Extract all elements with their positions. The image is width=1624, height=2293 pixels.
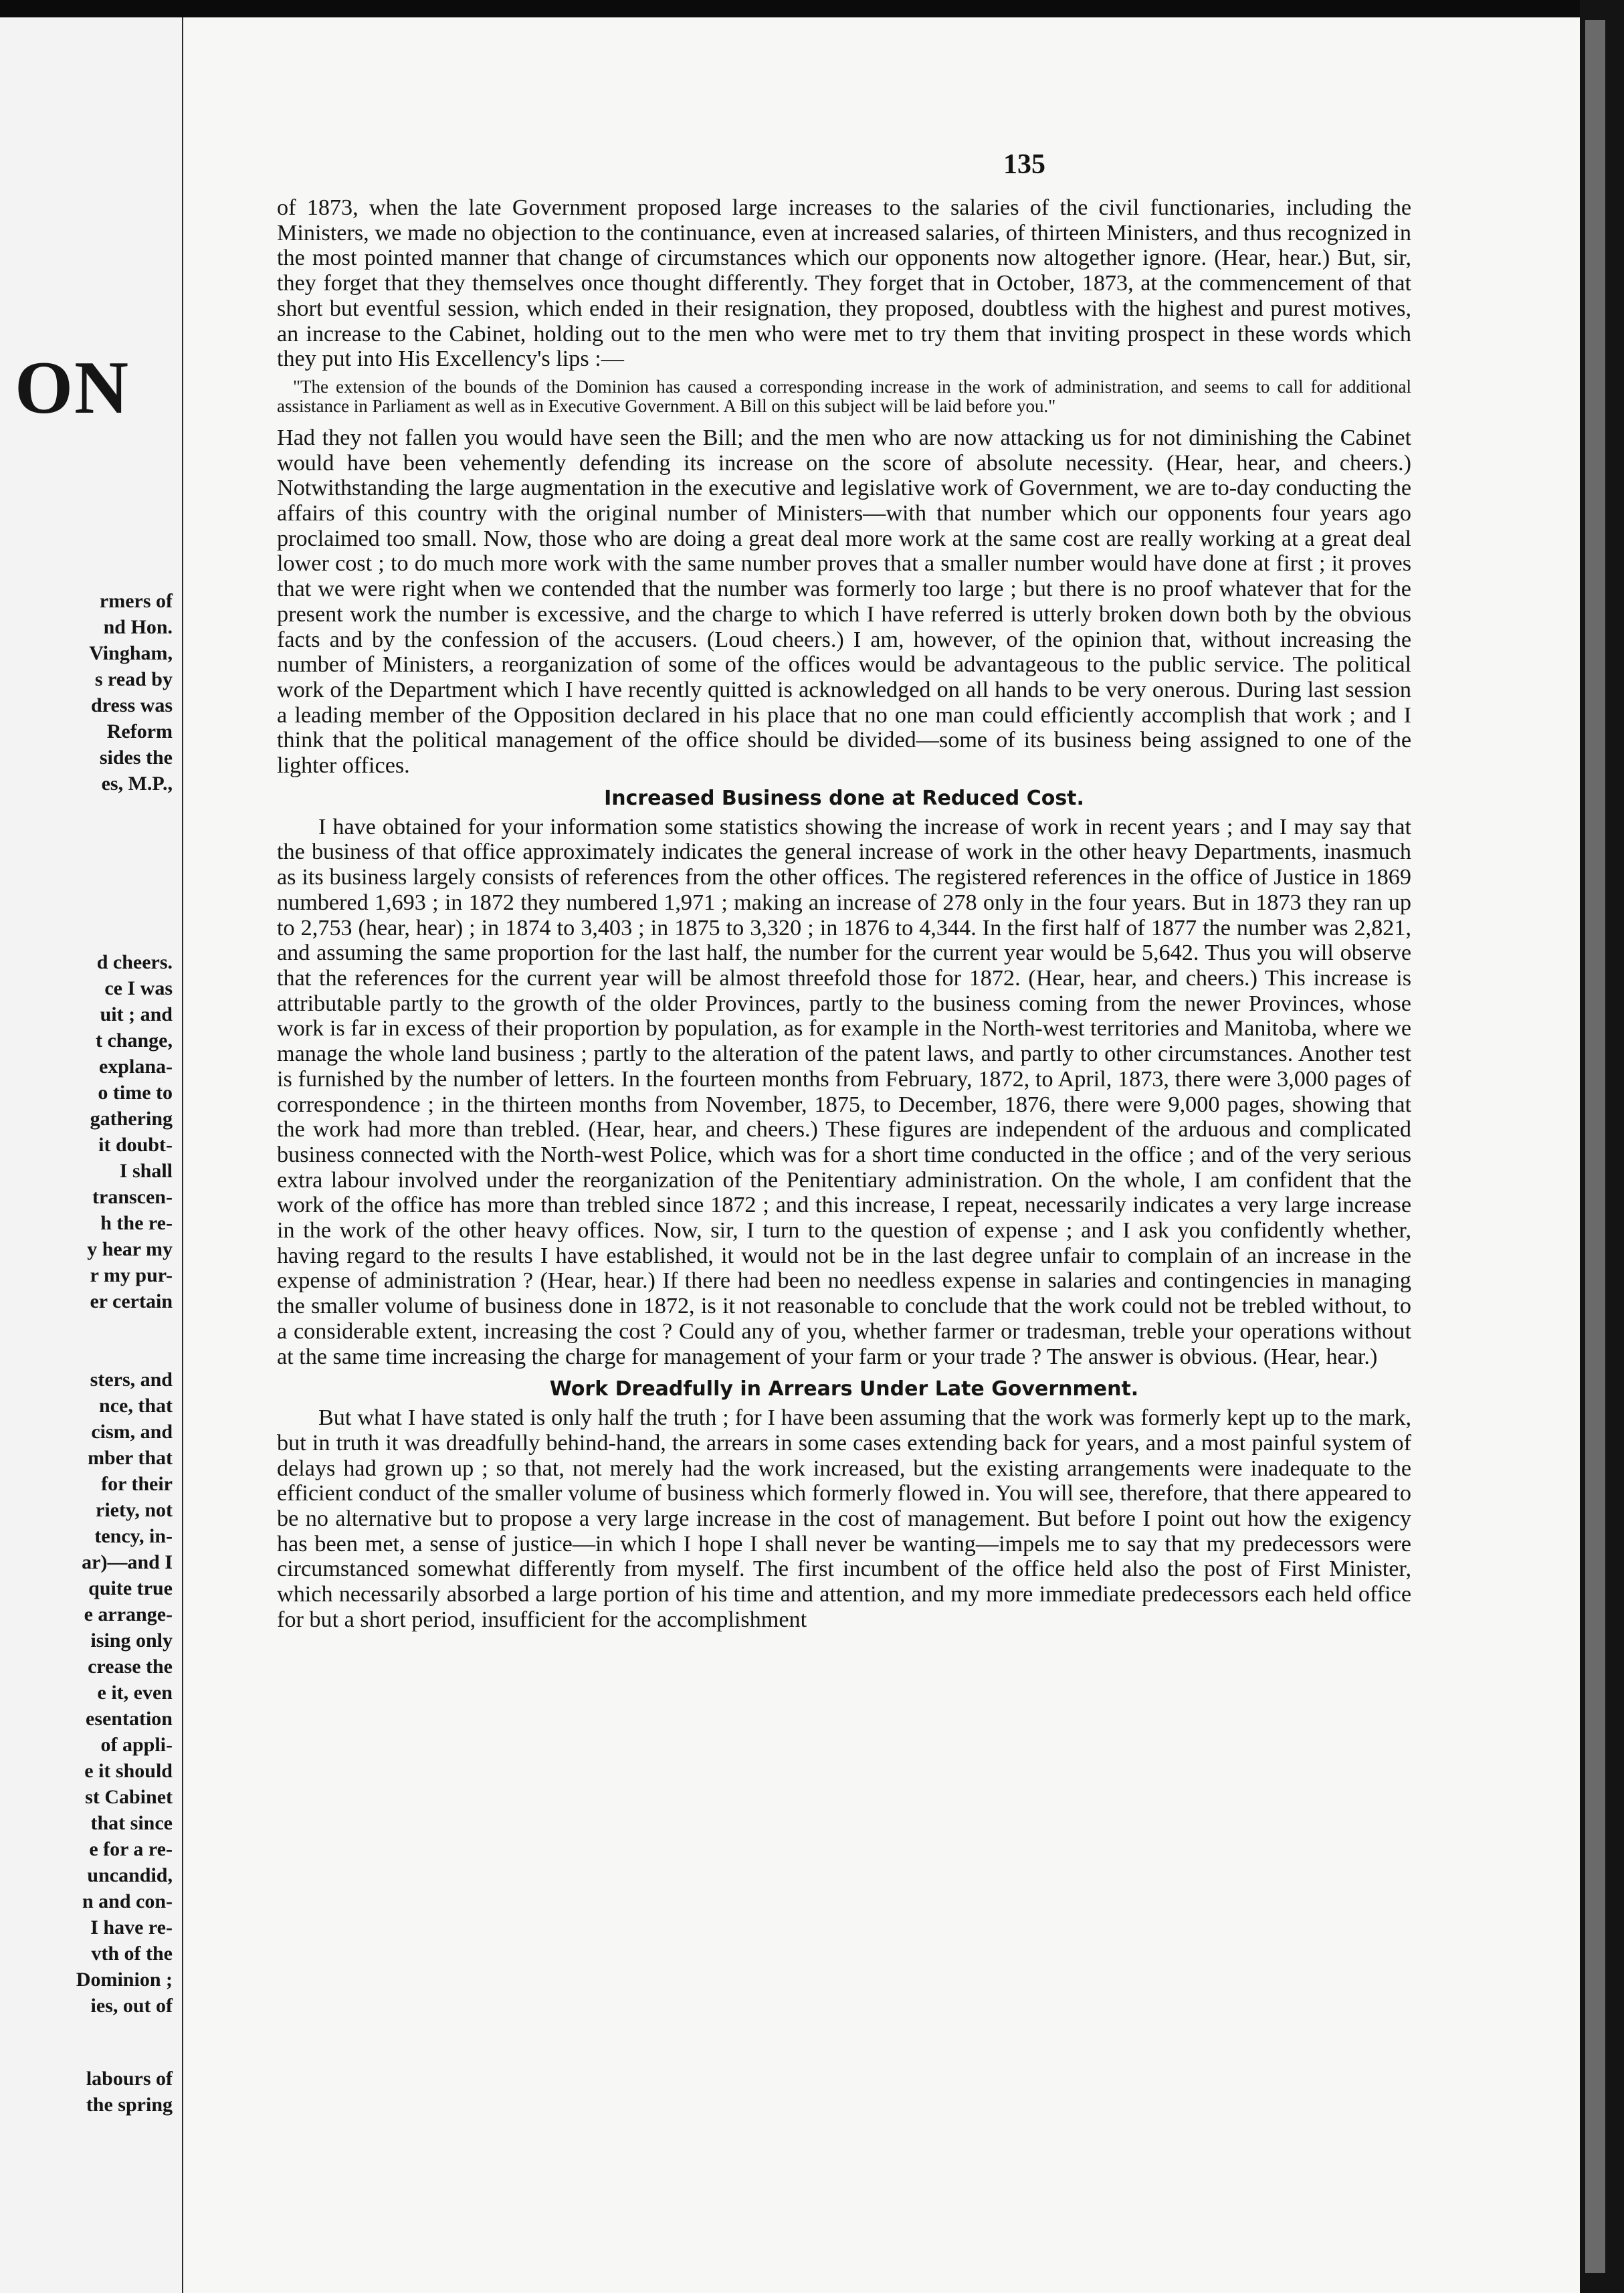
left-line: that since — [90, 1812, 173, 1834]
left-line: tency, in- — [94, 1525, 173, 1547]
section-heading-1: Increased Business done at Reduced Cost. — [604, 786, 1084, 810]
left-line: nce, that — [99, 1395, 173, 1417]
left-line: e for a re- — [89, 1838, 173, 1860]
left-line: of appli- — [100, 1734, 173, 1756]
page-body — [277, 195, 1411, 1633]
left-line: sides the — [99, 746, 173, 769]
left-line: e it should — [84, 1760, 173, 1782]
left-line: transcen- — [92, 1186, 173, 1208]
left-line: it doubt- — [98, 1134, 173, 1156]
left-line: quite true — [88, 1577, 173, 1599]
left-line: cism, and — [91, 1421, 173, 1443]
left-line: mber that — [88, 1447, 173, 1469]
left-page-edge — [0, 17, 185, 2293]
left-line: es, M.P., — [101, 773, 173, 795]
left-line: gathering — [90, 1108, 173, 1130]
block-quote: "The extension of the bounds of the Dominion has caused a corresponding increase in the work of administration, and seems to call for additional assistance in Parliament as well as in Executive Government. A Bill on this subject will be laid before you." — [277, 376, 1411, 416]
left-line: dress was — [91, 694, 173, 716]
left-line: labours of — [86, 2068, 173, 2090]
left-line: riety, not — [96, 1499, 173, 1521]
left-line: Reform — [106, 720, 173, 742]
paragraph-1: of 1873, when the late Government proposed large increases to the salaries of the civil functionaries, including the Ministers, we made no objection to the continuance, even at increased salaries, of thirteen Ministers, and thus recognized in the most pointed manner that change of circumstances which our opponents now altogether ignore. (Hear, hear.) But, sir, they forget that they themselves once thought differently. They forget that in October, 1873, at the commencement of that short but eventful session, which ended in their resignation, they proposed, doubtless with the highest and purest motives, an increase to the Cabinet, holding out to the men who were met to try them that inviting prospect in these words which they put into His Excellency's lips :— — [277, 195, 1411, 372]
left-line: ce I was — [104, 977, 173, 999]
left-line: I shall — [119, 1160, 173, 1182]
left-line: h the re- — [100, 1212, 173, 1234]
section-heading-2: Work Dreadfully in Arrears Under Late Government. — [549, 1377, 1139, 1401]
page-number: 135 — [1003, 149, 1045, 180]
left-line: Vingham, — [89, 642, 173, 664]
left-line: r my pur- — [90, 1264, 173, 1286]
left-line: Dominion ; — [76, 1969, 173, 1991]
paragraph-2: Had they not fallen you would have seen the Bill; and the men who are now attacking us for not diminishing the Cabinet would have been vehemently defending its increase on the score of absolute necessity. (Hear, hear, and cheers.) Notwithstanding the large augmentation in the executive and legislative work of Government, we are to-day conducting the affairs of this country with the original number of Ministers—with that number which our opponents four years ago proclaimed too small. Now, those who are doing a great deal more work at the same cost are really working at a great deal lower cost ; to do much more work with the same number proves that a smaller number would have done at first ; it proves that we were right when we contended that the number was formerly too large ; but there is no proof whatever that for the present work the number is excessive, and the charge to which I have referred is utterly broken down both by the obvious facts and by the confession of the accusers. (Loud cheers.) I am, however, of the opinion that, without increasing the number of Ministers, a reorganization of some of the offices would be advantageous to the public service. The political work of the Department which I have recently quitted is acknowledged on all hands to be very onerous. During last session a leading member of the Opposition declared in his place that no one man could efficiently accomplish that work ; and I think that the political management of the office should be divided—some of its business being assigned to one of the lighter offices. — [277, 425, 1411, 779]
left-line: for their — [101, 1473, 173, 1495]
left-line: er certain — [90, 1290, 173, 1312]
left-fragment-group-4 — [86, 2066, 173, 2118]
left-line: st Cabinet — [85, 1786, 173, 1808]
left-page-heading-fragment: ON — [15, 346, 130, 429]
left-line: ising only — [90, 1629, 173, 1652]
left-line: uit ; and — [100, 1003, 173, 1025]
left-line: t change, — [96, 1029, 173, 1052]
left-line: ar)—and I — [82, 1551, 173, 1573]
left-line: y hear my — [87, 1238, 173, 1260]
left-line: n and con- — [82, 1890, 173, 1912]
left-line: e arrange- — [84, 1603, 173, 1625]
left-line: explana- — [98, 1056, 173, 1078]
left-fragment-group-3 — [76, 1367, 173, 2019]
left-line: d cheers. — [96, 951, 173, 973]
left-fragment-group-1 — [89, 588, 173, 797]
left-line: the spring — [86, 2094, 173, 2116]
left-line: esentation — [86, 1708, 173, 1730]
left-line: I have re- — [90, 1916, 173, 1938]
left-line: sters, and — [90, 1369, 173, 1391]
scan-right-border-strip — [1585, 20, 1605, 2273]
left-line: uncandid, — [87, 1864, 173, 1886]
paragraph-3: I have obtained for your information some statistics showing the increase of work in recent years ; and I may say that the business of that office approximately indicates the general increase of work in the other heavy Departments, inasmuch as its business largely consists of references from the other offices. The registered references in the office of Justice in 1869 numbered 1,693 ; in 1872 they numbered 1,971 ; making an increase of 278 only in the four years. But in 1873 they ran up to 2,753 (hear, hear) ; in 1874 to 3,403 ; in 1875 to 3,320 ; in 1876 to 4,344. In the first half of 1877 the number was 2,821, and assuming the same proportion for the last half, the number for the current year would be 5,642. Thus you will observe that the references for the current year will be almost threefold those for 1872. (Hear, hear, and cheers.) This increase is attributable partly to the growth of the older Provinces, partly to the business coming from the newer Provinces, whose work is far in excess of their proportion by population, as for example in the North-west territories and Manitoba, where we manage the whole land business ; partly to the alteration of the patent laws, and partly to other circumstances. Another test is furnished by the number of letters. In the fourteen months from February, 1872, to April, 1873, there were 3,000 pages of correspondence ; in the thirteen months from November, 1875, to December, 1876, there were 9,000 pages, showing that the work had more than trebled. (Hear, hear, and cheers.) These figures are independent of the arduous and complicated business connected with the North-west Police, which was for a short time conducted in the office ; and of the very serious extra labour involved under the reorganization of the Penitentiary administration. On the whole, I am confident that the work of the office has more than trebled since 1872 ; and this increase, I repeat, necessarily indicates a very large increase in the work of the other heavy offices. Now, sir, I turn to the question of expense ; and I ask you confidently whether, having regard to the results I have established, it would not be in the last degree unfair to complain of an increase in the expense of administration ? (Hear, hear.) If there had been no needless expense in salaries and contingencies in managing the smaller volume of business done in 1872, is it not reasonable to conclude that the work could not be trebled without, to a considerable extent, increasing the cost ? Could any of you, whether farmer or tradesman, treble your operations without at the same time increasing the charge for management of your farm or your trade ? The answer is obvious. (Hear, hear.) — [277, 814, 1411, 1369]
left-line: vth of the — [91, 1942, 173, 1965]
left-line: rmers of — [99, 590, 173, 612]
scan-top-border — [0, 0, 1624, 17]
left-fragment-group-2 — [87, 949, 173, 1314]
left-line: o time to — [98, 1082, 173, 1104]
left-line: nd Hon. — [103, 616, 173, 638]
left-line: crease the — [88, 1656, 173, 1678]
paragraph-4: But what I have stated is only half the truth ; for I have been assuming that the work was formerly kept up to the mark, but in truth it was dreadfully behind-hand, the arrears in some cases extending back for years, and a most painful system of delays had grown up ; so that, not merely had the work increased, but the existing arrangements were inadequate to the efficient conduct of the smaller volume of business which formerly flowed in. You will see, therefore, that there appeared to be no alternative but to propose a very large increase in the cost of management. But before I point out how the exigency has been met, a sense of justice—in which I hope I shall never be wanting—impels me to say that my predecessors were circumstanced somewhat differently from myself. The first incumbent of the office held also the post of First Minister, which necessarily absorbed a large portion of his time and attention, and my more immediate predecessors each held office for but a short period, insufficient for the accomplishment — [277, 1405, 1411, 1632]
left-line: e it, even — [97, 1682, 173, 1704]
left-line: ies, out of — [90, 1995, 173, 2017]
left-line: s read by — [94, 668, 173, 690]
